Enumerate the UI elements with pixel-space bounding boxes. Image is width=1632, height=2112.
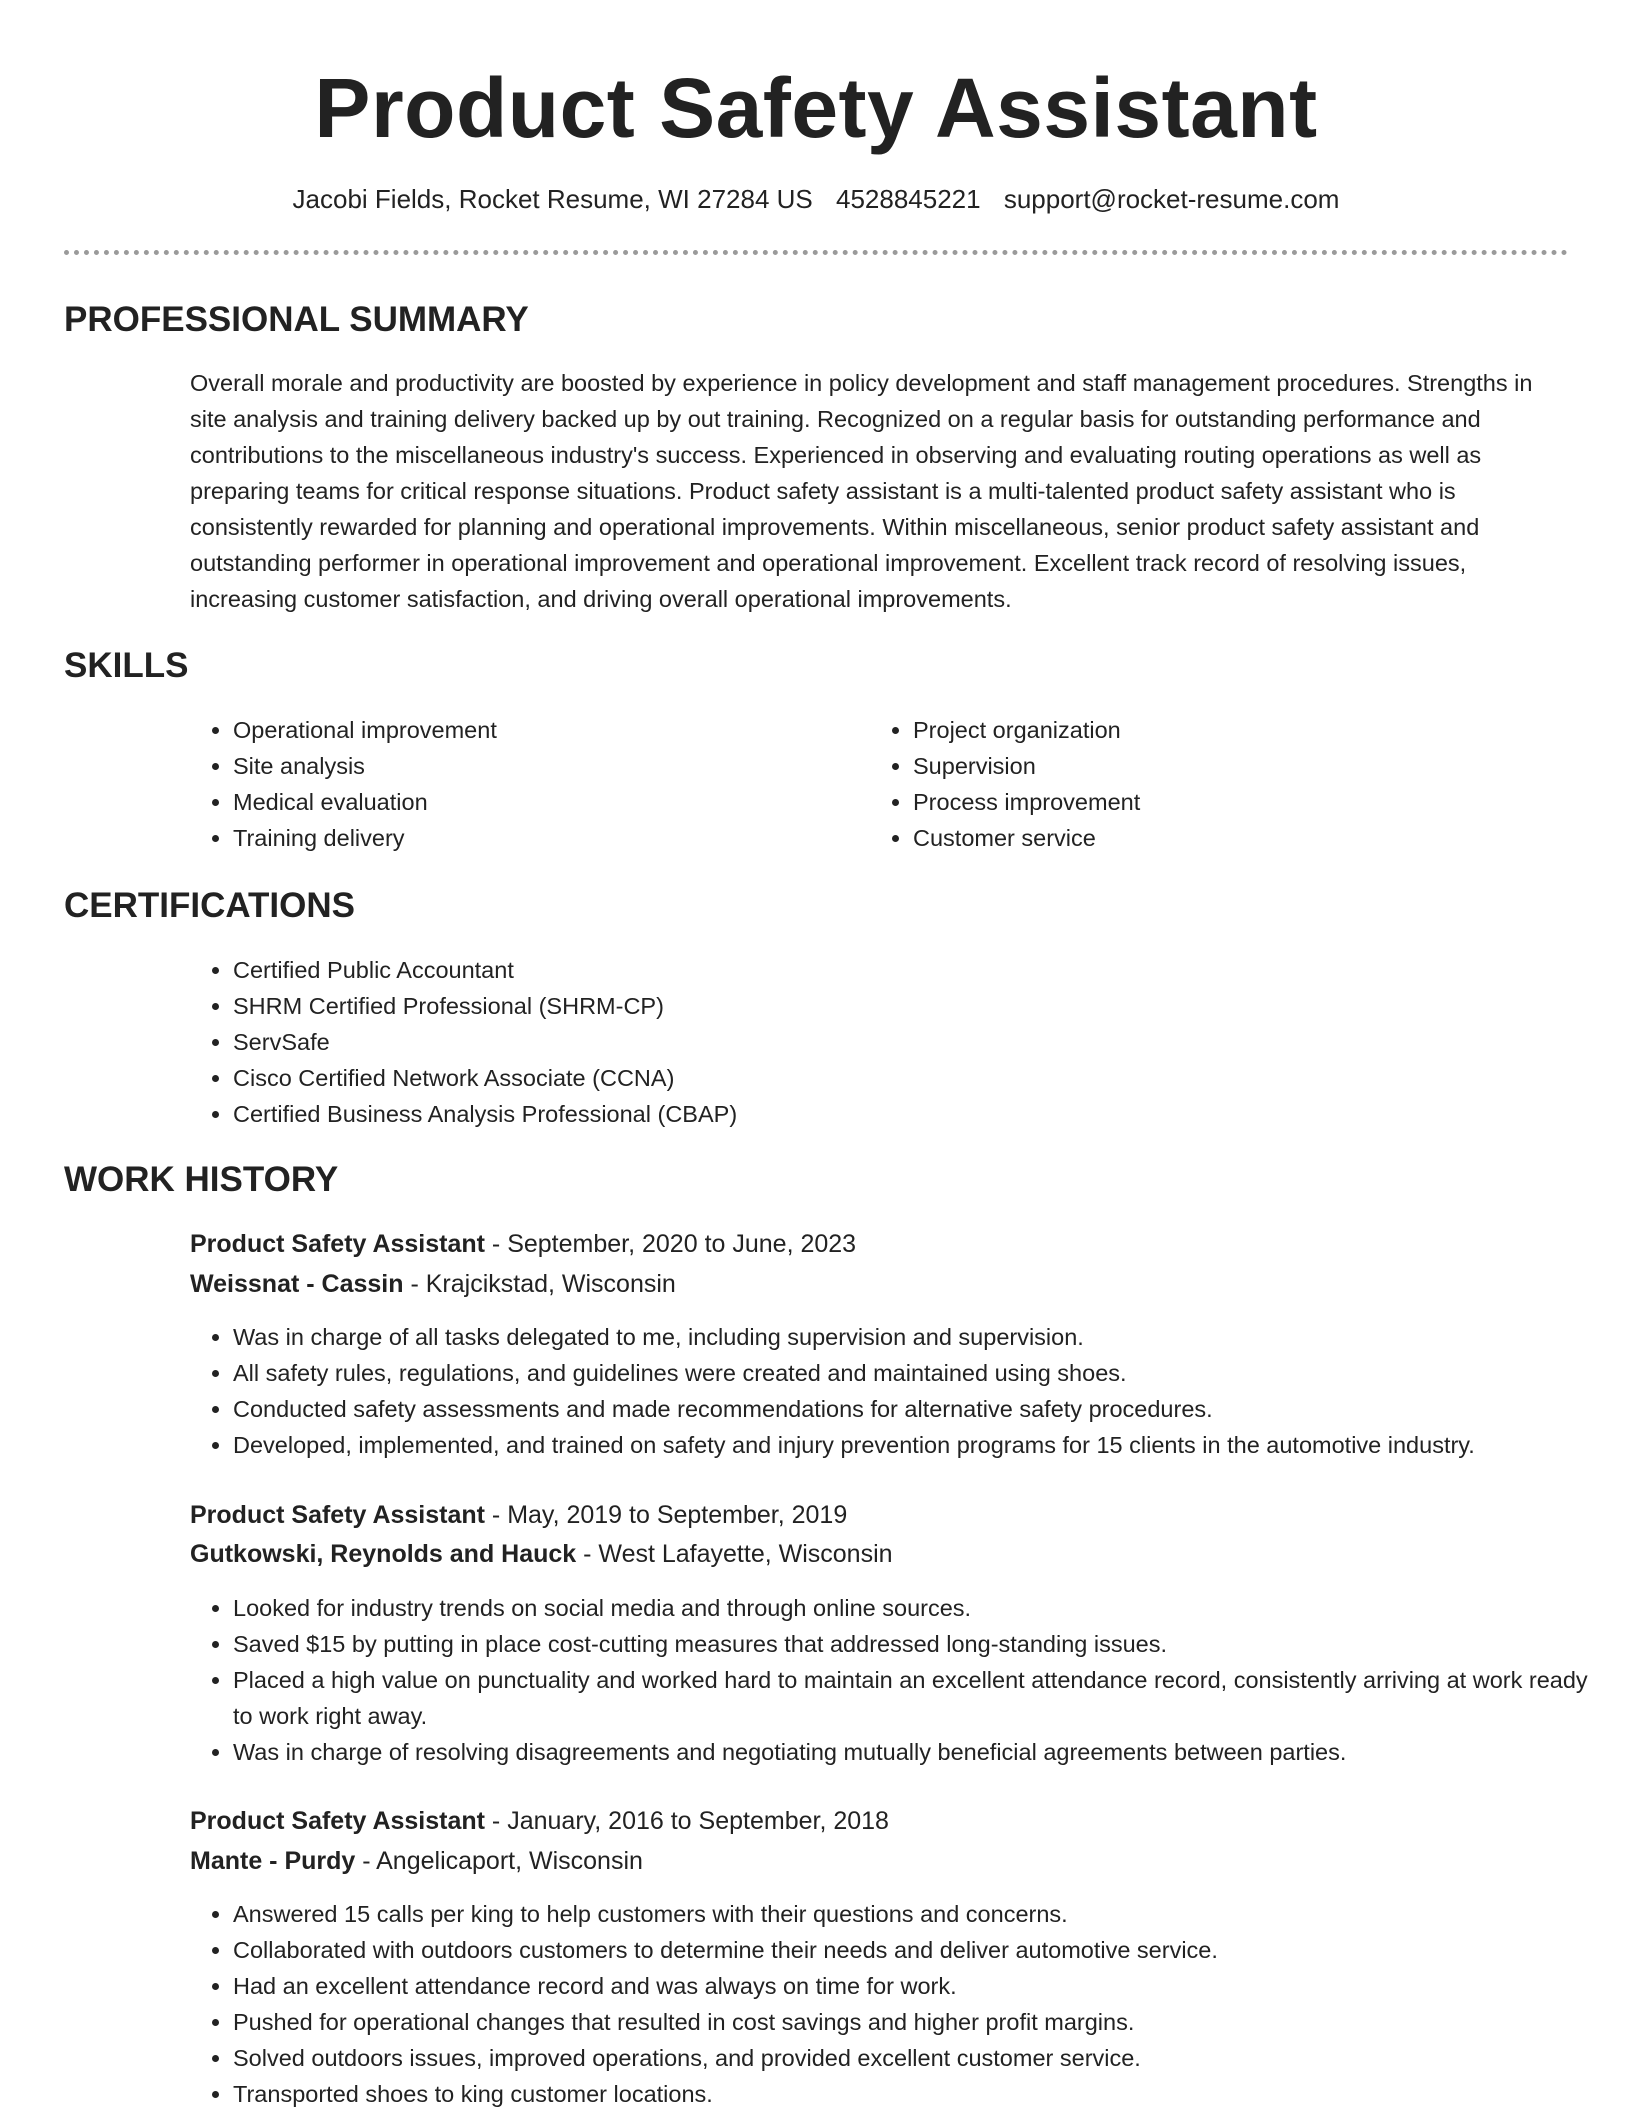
job-bullet: • Collaborated with outdoors customers to determine their needs and deliver automotive service. bbox=[233, 1932, 1593, 1968]
job-bullet: • Conducted safety assessments and made recommendations for alternative safety procedures. bbox=[233, 1391, 1632, 1427]
certification-item: • Certified Business Analysis Professional (CBAP) bbox=[233, 1096, 1593, 1132]
job-company-line bbox=[190, 1536, 893, 1572]
resume-name: Product Safety Assistant bbox=[314, 61, 1318, 155]
skill-item: • Process improvement bbox=[913, 784, 1533, 820]
job-location: - West Lafayette, Wisconsin bbox=[576, 1540, 893, 1568]
certifications-heading: CERTIFICATIONS bbox=[64, 886, 356, 925]
job-bullet: • Placed a high value on punctuality and worked hard to maintain an excellent attendance record, consistently arriving at work ready to work right away. bbox=[233, 1662, 1593, 1734]
skill-item: • Project organization bbox=[913, 712, 1533, 748]
job-company: Mante - Purdy bbox=[190, 1847, 356, 1875]
skills-list-left bbox=[190, 712, 853, 856]
certification-item: • SHRM Certified Professional (SHRM-CP) bbox=[233, 988, 1593, 1024]
skills-list-right bbox=[870, 712, 1533, 856]
job-bullet: • Transported shoes to king customer locations. bbox=[233, 2076, 1593, 2112]
skill-item: • Site analysis bbox=[233, 748, 853, 784]
job-location: - Angelicaport, Wisconsin bbox=[355, 1847, 643, 1875]
summary-heading: PROFESSIONAL SUMMARY bbox=[64, 300, 529, 339]
skill-item: • Supervision bbox=[913, 748, 1533, 784]
skill-item: • Operational improvement bbox=[233, 712, 853, 748]
job-bullet: • Saved $15 by putting in place cost-cutting measures that addressed long-standing issues. bbox=[233, 1626, 1593, 1662]
job-bullets bbox=[190, 1590, 1593, 1770]
contact-line bbox=[0, 181, 1632, 217]
job-bullet: • Solved outdoors issues, improved operations, and provided excellent customer service. bbox=[233, 2040, 1593, 2076]
job-company-line bbox=[190, 1843, 643, 1879]
work-history-heading: WORK HISTORY bbox=[64, 1160, 339, 1199]
job-title-line bbox=[190, 1226, 856, 1262]
job-bullets bbox=[190, 1896, 1593, 2112]
job-company: Gutkowski, Reynolds and Hauck bbox=[190, 1540, 577, 1568]
job-bullet: • Was in charge of all tasks delegated to me, including supervision and supervision. bbox=[233, 1319, 1632, 1355]
job-dates: - May, 2019 to September, 2019 bbox=[484, 1501, 848, 1529]
header-divider bbox=[64, 250, 1568, 255]
job-title-line bbox=[190, 1497, 847, 1533]
job-bullet: • Looked for industry trends on social media and through online sources. bbox=[233, 1590, 1593, 1626]
certification-item: • ServSafe bbox=[233, 1024, 1593, 1060]
job-role: Product Safety Assistant bbox=[190, 1807, 485, 1835]
job-company-line bbox=[190, 1266, 676, 1302]
job-role: Product Safety Assistant bbox=[190, 1501, 485, 1529]
skills-heading: SKILLS bbox=[64, 646, 189, 685]
job-bullets bbox=[190, 1319, 1632, 1463]
certification-item: • Certified Public Accountant bbox=[233, 952, 1593, 988]
job-company: Weissnat - Cassin bbox=[190, 1270, 404, 1298]
skill-item: • Training delivery bbox=[233, 820, 853, 856]
certifications-list bbox=[190, 952, 1593, 1132]
job-bullet: • Developed, implemented, and trained on safety and injury prevention programs for 15 clients in the automotive industry. bbox=[233, 1427, 1632, 1463]
skill-item: • Medical evaluation bbox=[233, 784, 853, 820]
certification-item: • Cisco Certified Network Associate (CCNA) bbox=[233, 1060, 1593, 1096]
job-bullet: • All safety rules, regulations, and guidelines were created and maintained using shoes. bbox=[233, 1355, 1632, 1391]
job-role: Product Safety Assistant bbox=[190, 1230, 485, 1258]
summary-text: Overall morale and productivity are boosted by experience in policy development and staff management procedures. Strengths in site analysis and training delivery backed up by out training. Recognized on a regular basis for outstanding performance and contributions to the miscellaneous industry's success. Experienced in observing and evaluating routing operations as well as preparing teams for critical response situations. Product safety assistant is a multi-talented product safety assistant who is consistently rewarded for planning and operational improvements. Within miscellaneous, senior product safety assistant and outstanding performer in operational improvement and operational improvement. Excellent track record of resolving issues, increasing customer satisfaction, and driving overall operational improvements. bbox=[190, 370, 1533, 612]
contact-email: support@rocket-resume.com bbox=[1003, 184, 1340, 214]
job-dates: - January, 2016 to September, 2018 bbox=[484, 1807, 889, 1835]
skill-item: • Customer service bbox=[913, 820, 1533, 856]
contact-phone: 4528845221 bbox=[835, 184, 981, 214]
job-location: - Krajcikstad, Wisconsin bbox=[403, 1270, 676, 1298]
contact-address: Jacobi Fields, Rocket Resume, WI 27284 US bbox=[292, 184, 813, 214]
job-bullet: • Answered 15 calls per king to help customers with their questions and concerns. bbox=[233, 1896, 1593, 1932]
job-dates: - September, 2020 to June, 2023 bbox=[484, 1230, 857, 1258]
job-bullet: • Had an excellent attendance record and was always on time for work. bbox=[233, 1968, 1593, 2004]
job-bullet: • Was in charge of resolving disagreements and negotiating mutually beneficial agreements between parties. bbox=[233, 1734, 1593, 1770]
job-title-line bbox=[190, 1803, 889, 1839]
job-bullet: • Pushed for operational changes that resulted in cost savings and higher profit margins. bbox=[233, 2004, 1593, 2040]
